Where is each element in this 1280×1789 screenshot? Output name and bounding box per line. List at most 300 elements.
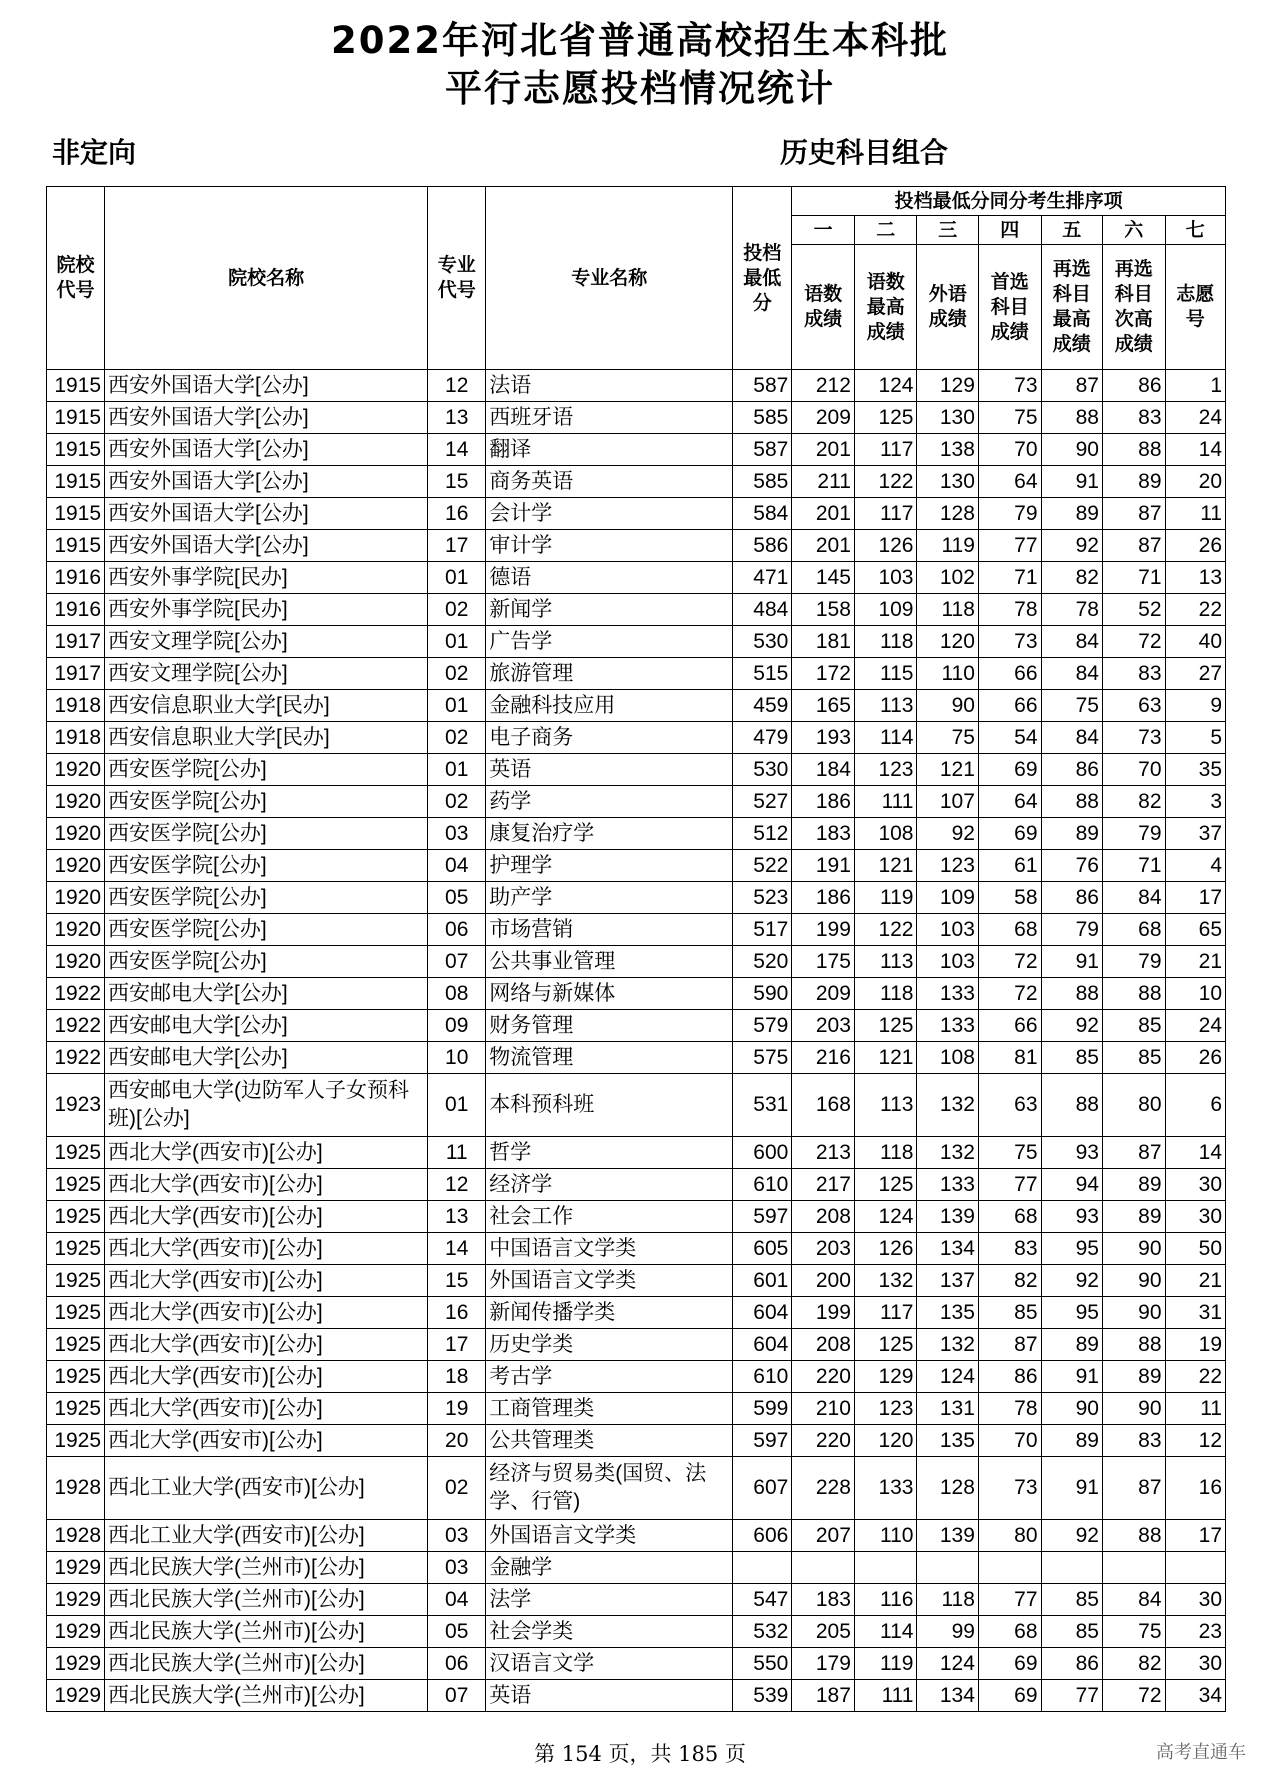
cell-foreign-language: 128	[917, 498, 978, 530]
cell-choice-number: 24	[1165, 1010, 1225, 1042]
cell-elective-second: 71	[1102, 850, 1165, 882]
cell-elective-second: 87	[1102, 530, 1165, 562]
cell-major-name: 外国语言文学类	[486, 1265, 733, 1297]
table-row	[47, 466, 1226, 498]
cell-elective-max: 91	[1041, 946, 1102, 978]
cell-school-name: 西北工业大学(西安市)[公办]	[105, 1457, 428, 1520]
cell-min-score: 606	[733, 1520, 792, 1552]
cell-elective-max: 78	[1041, 594, 1102, 626]
cell-choice-number: 27	[1165, 658, 1225, 690]
cell-elective-max: 86	[1041, 754, 1102, 786]
cell-school-code: 1915	[47, 434, 105, 466]
cell-school-code: 1917	[47, 658, 105, 690]
cell-elective-max: 89	[1041, 1425, 1102, 1457]
cell-chinese-math-max: 122	[854, 466, 917, 498]
cell-foreign-language: 132	[917, 1329, 978, 1361]
cell-major-code: 07	[428, 1680, 486, 1712]
cell-foreign-language: 132	[917, 1074, 978, 1137]
table-row	[47, 1074, 1226, 1137]
cell-major-name: 电子商务	[486, 722, 733, 754]
cell-school-code: 1916	[47, 594, 105, 626]
cell-choice-number	[1165, 1552, 1225, 1584]
cell-school-name: 西安医学院[公办]	[105, 818, 428, 850]
cell-primary-subject: 64	[978, 786, 1041, 818]
cell-foreign-language: 135	[917, 1425, 978, 1457]
cell-min-score: 586	[733, 530, 792, 562]
cell-major-code: 03	[428, 1552, 486, 1584]
table-row	[47, 914, 1226, 946]
cell-choice-number: 31	[1165, 1297, 1225, 1329]
cell-school-name: 西北民族大学(兰州市)[公办]	[105, 1616, 428, 1648]
cell-major-name: 金融科技应用	[486, 690, 733, 722]
cell-min-score: 587	[733, 370, 792, 402]
cell-elective-second: 84	[1102, 882, 1165, 914]
cell-min-score: 585	[733, 466, 792, 498]
cell-primary-subject: 66	[978, 658, 1041, 690]
cell-choice-number: 17	[1165, 882, 1225, 914]
cell-chinese-math: 145	[792, 562, 855, 594]
cell-chinese-math-max: 125	[854, 1010, 917, 1042]
cell-chinese-math: 191	[792, 850, 855, 882]
cell-chinese-math-max	[854, 1552, 917, 1584]
cell-min-score: 597	[733, 1425, 792, 1457]
cell-major-name: 历史学类	[486, 1329, 733, 1361]
cell-school-name: 西安外国语大学[公办]	[105, 466, 428, 498]
cell-major-name: 金融学	[486, 1552, 733, 1584]
cell-min-score: 532	[733, 1616, 792, 1648]
cell-choice-number: 11	[1165, 1393, 1225, 1425]
cell-primary-subject: 64	[978, 466, 1041, 498]
cell-major-code: 12	[428, 1169, 486, 1201]
cell-elective-max: 87	[1041, 370, 1102, 402]
cell-primary-subject: 69	[978, 1680, 1041, 1712]
cell-foreign-language: 119	[917, 530, 978, 562]
cell-primary-subject: 54	[978, 722, 1041, 754]
cell-primary-subject: 77	[978, 1584, 1041, 1616]
cell-primary-subject: 68	[978, 1201, 1041, 1233]
cell-min-score: 599	[733, 1393, 792, 1425]
table-row	[47, 754, 1226, 786]
cell-foreign-language: 130	[917, 466, 978, 498]
cell-choice-number: 35	[1165, 754, 1225, 786]
cell-primary-subject: 77	[978, 1169, 1041, 1201]
cell-school-name: 西安医学院[公办]	[105, 914, 428, 946]
cell-school-name: 西安外国语大学[公办]	[105, 402, 428, 434]
cell-elective-max: 95	[1041, 1233, 1102, 1265]
cell-foreign-language: 133	[917, 1010, 978, 1042]
cell-major-name: 广告学	[486, 626, 733, 658]
cell-major-code: 11	[428, 1137, 486, 1169]
cell-school-code: 1925	[47, 1233, 105, 1265]
table-row	[47, 1393, 1226, 1425]
admission-table	[46, 186, 1226, 1712]
cell-choice-number: 6	[1165, 1074, 1225, 1137]
cell-min-score: 607	[733, 1457, 792, 1520]
cell-school-code: 1925	[47, 1297, 105, 1329]
cell-major-name: 汉语言文学	[486, 1648, 733, 1680]
cell-chinese-math-max: 125	[854, 402, 917, 434]
cell-min-score: 484	[733, 594, 792, 626]
cell-elective-second	[1102, 1552, 1165, 1584]
cell-major-code: 04	[428, 1584, 486, 1616]
cell-elective-max: 86	[1041, 882, 1102, 914]
cell-choice-number: 20	[1165, 466, 1225, 498]
cell-elective-second: 52	[1102, 594, 1165, 626]
cell-chinese-math: 220	[792, 1361, 855, 1393]
cell-major-code: 18	[428, 1361, 486, 1393]
header-school-name: 院校名称	[105, 187, 428, 370]
cell-min-score: 515	[733, 658, 792, 690]
table-row	[47, 1648, 1226, 1680]
cell-school-name: 西安医学院[公办]	[105, 754, 428, 786]
cell-major-name: 法学	[486, 1584, 733, 1616]
header-item-7: 志愿号	[1165, 245, 1225, 370]
table-row	[47, 1457, 1226, 1520]
cell-min-score: 530	[733, 626, 792, 658]
cell-major-name: 考古学	[486, 1361, 733, 1393]
header-order-5: 五	[1041, 216, 1102, 245]
cell-elective-second: 83	[1102, 658, 1165, 690]
cell-min-score: 527	[733, 786, 792, 818]
cell-choice-number: 12	[1165, 1425, 1225, 1457]
cell-chinese-math-max: 113	[854, 1074, 917, 1137]
cell-school-code: 1922	[47, 978, 105, 1010]
cell-chinese-math: 183	[792, 1584, 855, 1616]
cell-elective-second: 82	[1102, 786, 1165, 818]
table-row	[47, 946, 1226, 978]
cell-school-name: 西北大学(西安市)[公办]	[105, 1393, 428, 1425]
cell-foreign-language: 118	[917, 1584, 978, 1616]
cell-primary-subject: 69	[978, 1648, 1041, 1680]
cell-elective-second: 87	[1102, 1457, 1165, 1520]
cell-school-name: 西安信息职业大学[民办]	[105, 722, 428, 754]
cell-choice-number: 22	[1165, 594, 1225, 626]
cell-chinese-math-max: 124	[854, 370, 917, 402]
cell-chinese-math-max: 123	[854, 754, 917, 786]
cell-major-name: 英语	[486, 754, 733, 786]
cell-foreign-language: 107	[917, 786, 978, 818]
cell-school-code: 1915	[47, 530, 105, 562]
table-row	[47, 978, 1226, 1010]
cell-major-code: 05	[428, 882, 486, 914]
cell-chinese-math: 184	[792, 754, 855, 786]
cell-primary-subject: 72	[978, 946, 1041, 978]
cell-choice-number: 9	[1165, 690, 1225, 722]
cell-elective-max: 89	[1041, 818, 1102, 850]
cell-elective-max: 92	[1041, 1010, 1102, 1042]
cell-chinese-math-max: 111	[854, 1680, 917, 1712]
cell-school-name: 西安外国语大学[公办]	[105, 498, 428, 530]
cell-elective-second: 83	[1102, 402, 1165, 434]
cell-min-score: 471	[733, 562, 792, 594]
table-row	[47, 1552, 1226, 1584]
cell-major-code: 15	[428, 466, 486, 498]
table-row	[47, 1233, 1226, 1265]
cell-min-score: 590	[733, 978, 792, 1010]
cell-school-name: 西北大学(西安市)[公办]	[105, 1265, 428, 1297]
cell-elective-second: 68	[1102, 914, 1165, 946]
header-tie-break-group: 投档最低分同分考生排序项	[792, 187, 1226, 216]
cell-school-code: 1925	[47, 1137, 105, 1169]
header-order-3: 三	[917, 216, 978, 245]
cell-school-code: 1920	[47, 786, 105, 818]
cell-school-code: 1925	[47, 1201, 105, 1233]
cell-chinese-math	[792, 1552, 855, 1584]
cell-major-name: 新闻学	[486, 594, 733, 626]
cell-chinese-math: 179	[792, 1648, 855, 1680]
cell-chinese-math-max: 118	[854, 1137, 917, 1169]
cell-foreign-language: 103	[917, 946, 978, 978]
cell-major-code: 01	[428, 626, 486, 658]
cell-chinese-math-max: 109	[854, 594, 917, 626]
header-major-name: 专业名称	[486, 187, 733, 370]
cell-school-name: 西北大学(西安市)[公办]	[105, 1201, 428, 1233]
cell-min-score: 512	[733, 818, 792, 850]
cell-foreign-language: 92	[917, 818, 978, 850]
cell-chinese-math: 199	[792, 1297, 855, 1329]
cell-chinese-math-max: 123	[854, 1393, 917, 1425]
cell-elective-max: 84	[1041, 658, 1102, 690]
cell-foreign-language: 108	[917, 1042, 978, 1074]
cell-school-name: 西安医学院[公办]	[105, 850, 428, 882]
cell-foreign-language: 133	[917, 1169, 978, 1201]
cell-major-name: 新闻传播学类	[486, 1297, 733, 1329]
cell-elective-max: 90	[1041, 1393, 1102, 1425]
cell-school-name: 西安医学院[公办]	[105, 786, 428, 818]
cell-elective-second: 86	[1102, 370, 1165, 402]
cell-primary-subject: 73	[978, 1457, 1041, 1520]
cell-school-code: 1918	[47, 722, 105, 754]
cell-chinese-math: 168	[792, 1074, 855, 1137]
watermark: 高考直通车	[1156, 1742, 1246, 1763]
subtitle-subject-group: 历史科目组合	[780, 136, 949, 169]
cell-school-code: 1920	[47, 882, 105, 914]
table-row	[47, 1584, 1226, 1616]
cell-school-name: 西安外国语大学[公办]	[105, 434, 428, 466]
cell-elective-second: 88	[1102, 978, 1165, 1010]
cell-chinese-math: 209	[792, 978, 855, 1010]
cell-primary-subject: 71	[978, 562, 1041, 594]
cell-school-name: 西北大学(西安市)[公办]	[105, 1425, 428, 1457]
cell-chinese-math-max: 129	[854, 1361, 917, 1393]
header-order-4: 四	[978, 216, 1041, 245]
table-row	[47, 1680, 1226, 1712]
cell-major-code: 09	[428, 1010, 486, 1042]
cell-chinese-math-max: 126	[854, 1233, 917, 1265]
cell-choice-number: 19	[1165, 1329, 1225, 1361]
cell-elective-max: 79	[1041, 914, 1102, 946]
cell-choice-number: 24	[1165, 402, 1225, 434]
cell-primary-subject: 69	[978, 754, 1041, 786]
cell-major-code: 17	[428, 530, 486, 562]
cell-foreign-language: 137	[917, 1265, 978, 1297]
table-row	[47, 1425, 1226, 1457]
cell-major-name: 法语	[486, 370, 733, 402]
cell-choice-number: 4	[1165, 850, 1225, 882]
cell-chinese-math-max: 120	[854, 1425, 917, 1457]
cell-school-name: 西安邮电大学[公办]	[105, 1010, 428, 1042]
cell-major-code: 16	[428, 1297, 486, 1329]
table-row	[47, 850, 1226, 882]
cell-major-code: 02	[428, 722, 486, 754]
cell-choice-number: 13	[1165, 562, 1225, 594]
cell-chinese-math: 211	[792, 466, 855, 498]
cell-chinese-math-max: 126	[854, 530, 917, 562]
cell-primary-subject: 78	[978, 594, 1041, 626]
cell-school-name: 西安文理学院[公办]	[105, 658, 428, 690]
cell-major-name: 市场营销	[486, 914, 733, 946]
cell-chinese-math: 203	[792, 1233, 855, 1265]
cell-chinese-math: 210	[792, 1393, 855, 1425]
cell-primary-subject: 73	[978, 370, 1041, 402]
cell-choice-number: 14	[1165, 434, 1225, 466]
cell-choice-number: 26	[1165, 530, 1225, 562]
cell-major-code: 01	[428, 1074, 486, 1137]
cell-foreign-language: 124	[917, 1648, 978, 1680]
cell-major-code: 04	[428, 850, 486, 882]
cell-major-name: 物流管理	[486, 1042, 733, 1074]
cell-chinese-math: 183	[792, 818, 855, 850]
header-major-code: 专业代号	[428, 187, 486, 370]
cell-major-code: 07	[428, 946, 486, 978]
cell-choice-number: 10	[1165, 978, 1225, 1010]
cell-school-name: 西北民族大学(兰州市)[公办]	[105, 1648, 428, 1680]
cell-major-name: 审计学	[486, 530, 733, 562]
cell-school-code: 1928	[47, 1520, 105, 1552]
cell-foreign-language: 131	[917, 1393, 978, 1425]
cell-chinese-math-max: 132	[854, 1265, 917, 1297]
cell-major-code: 12	[428, 370, 486, 402]
cell-elective-second: 89	[1102, 1169, 1165, 1201]
cell-chinese-math: 228	[792, 1457, 855, 1520]
cell-elective-max: 88	[1041, 1074, 1102, 1137]
cell-min-score: 522	[733, 850, 792, 882]
cell-major-code: 20	[428, 1425, 486, 1457]
cell-major-name: 工商管理类	[486, 1393, 733, 1425]
cell-elective-second: 88	[1102, 1329, 1165, 1361]
cell-school-name: 西北大学(西安市)[公办]	[105, 1297, 428, 1329]
cell-chinese-math: 172	[792, 658, 855, 690]
cell-elective-second: 89	[1102, 1361, 1165, 1393]
cell-primary-subject: 85	[978, 1297, 1041, 1329]
cell-chinese-math: 205	[792, 1616, 855, 1648]
cell-major-code: 02	[428, 1457, 486, 1520]
cell-major-code: 19	[428, 1393, 486, 1425]
cell-chinese-math-max: 108	[854, 818, 917, 850]
cell-elective-max: 92	[1041, 1520, 1102, 1552]
page-title-line1: 2022年河北省普通高校招生本科批	[331, 19, 949, 62]
table-row	[47, 722, 1226, 754]
cell-elective-max: 82	[1041, 562, 1102, 594]
cell-choice-number: 50	[1165, 1233, 1225, 1265]
table-row	[47, 1042, 1226, 1074]
cell-major-code: 03	[428, 818, 486, 850]
cell-school-code: 1920	[47, 914, 105, 946]
cell-elective-max: 91	[1041, 466, 1102, 498]
cell-major-code: 01	[428, 754, 486, 786]
cell-chinese-math: 199	[792, 914, 855, 946]
cell-foreign-language: 139	[917, 1201, 978, 1233]
cell-chinese-math: 216	[792, 1042, 855, 1074]
cell-chinese-math: 186	[792, 786, 855, 818]
cell-major-code: 03	[428, 1520, 486, 1552]
cell-major-code: 01	[428, 690, 486, 722]
cell-chinese-math-max: 124	[854, 1201, 917, 1233]
cell-elective-second: 72	[1102, 1680, 1165, 1712]
table-row	[47, 882, 1226, 914]
cell-foreign-language: 129	[917, 370, 978, 402]
cell-elective-max: 91	[1041, 1457, 1102, 1520]
cell-major-name: 中国语言文学类	[486, 1233, 733, 1265]
cell-min-score: 520	[733, 946, 792, 978]
cell-min-score: 597	[733, 1201, 792, 1233]
cell-primary-subject: 78	[978, 1393, 1041, 1425]
table-row	[47, 818, 1226, 850]
cell-chinese-math: 201	[792, 434, 855, 466]
cell-primary-subject: 81	[978, 1042, 1041, 1074]
cell-elective-max: 89	[1041, 1329, 1102, 1361]
cell-major-code: 06	[428, 914, 486, 946]
cell-choice-number: 23	[1165, 1616, 1225, 1648]
cell-chinese-math-max: 121	[854, 850, 917, 882]
cell-elective-second: 82	[1102, 1648, 1165, 1680]
cell-min-score: 585	[733, 402, 792, 434]
cell-choice-number: 37	[1165, 818, 1225, 850]
cell-school-code: 1929	[47, 1648, 105, 1680]
cell-elective-max: 93	[1041, 1137, 1102, 1169]
cell-elective-max: 84	[1041, 626, 1102, 658]
cell-elective-second: 79	[1102, 818, 1165, 850]
cell-foreign-language: 75	[917, 722, 978, 754]
cell-major-name: 财务管理	[486, 1010, 733, 1042]
cell-major-name: 英语	[486, 1680, 733, 1712]
cell-major-name: 药学	[486, 786, 733, 818]
cell-school-code: 1915	[47, 402, 105, 434]
cell-major-name: 外国语言文学类	[486, 1520, 733, 1552]
cell-choice-number: 22	[1165, 1361, 1225, 1393]
cell-school-code: 1917	[47, 626, 105, 658]
cell-chinese-math: 212	[792, 370, 855, 402]
cell-min-score: 547	[733, 1584, 792, 1616]
cell-chinese-math-max: 115	[854, 658, 917, 690]
cell-min-score: 605	[733, 1233, 792, 1265]
cell-elective-max: 88	[1041, 978, 1102, 1010]
cell-elective-max: 92	[1041, 530, 1102, 562]
cell-elective-second: 73	[1102, 722, 1165, 754]
cell-major-name: 商务英语	[486, 466, 733, 498]
cell-major-name: 康复治疗学	[486, 818, 733, 850]
cell-school-name: 西北大学(西安市)[公办]	[105, 1233, 428, 1265]
cell-elective-second: 89	[1102, 466, 1165, 498]
cell-foreign-language: 90	[917, 690, 978, 722]
cell-major-code: 16	[428, 498, 486, 530]
cell-school-name: 西安医学院[公办]	[105, 946, 428, 978]
cell-school-name: 西北民族大学(兰州市)[公办]	[105, 1552, 428, 1584]
table-row	[47, 370, 1226, 402]
header-order-7: 七	[1165, 216, 1225, 245]
cell-school-name: 西北大学(西安市)[公办]	[105, 1329, 428, 1361]
cell-choice-number: 17	[1165, 1520, 1225, 1552]
cell-min-score: 479	[733, 722, 792, 754]
cell-primary-subject: 66	[978, 1010, 1041, 1042]
cell-foreign-language: 121	[917, 754, 978, 786]
cell-chinese-math-max: 118	[854, 626, 917, 658]
cell-major-name: 西班牙语	[486, 402, 733, 434]
cell-choice-number: 21	[1165, 946, 1225, 978]
cell-chinese-math: 207	[792, 1520, 855, 1552]
header-min-score: 投档最低分	[733, 187, 792, 370]
cell-school-name: 西安外事学院[民办]	[105, 562, 428, 594]
